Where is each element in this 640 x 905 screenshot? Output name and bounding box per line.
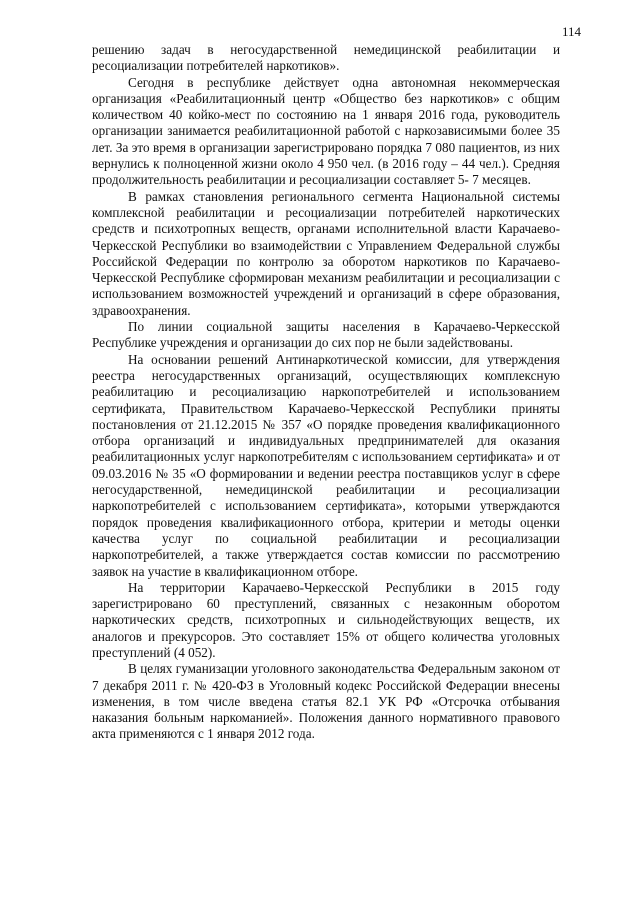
paragraph-continuation: решению задач в негосударственной немедицинской реабилитации и ресоциализации потребителей наркотиков». — [92, 42, 560, 74]
paragraph-social-protection: По линии социальной защиты населения в Карачаево-Черкесской Республике учреждения и организации до сих пор не были задействованы. — [92, 319, 560, 351]
document-body — [92, 42, 560, 743]
page-number: 114 — [562, 24, 582, 39]
paragraph-regional-segment: В рамках становления регионального сегмента Национальной системы комплексной реабилитации и ресоциализации потребителей наркотических средств и психотропных веществ, органами исполнительной власти Карачаево-Черкесской Республики во взаимодействии с Управлением Федеральной службы Российской Федерации по контролю за оборотом наркотиков по Карачаево-Черкесской Республике сформирован механизм реабилитации и ресоциализации с использованием возможностей учреждений и организаций в сфере образования, здравоохранения. — [92, 188, 560, 318]
paragraph-legislation: В целях гуманизации уголовного законодательства Федеральным законом от 7 декабря 2011 г. № 420-ФЗ в Уголовный кодекс Российской Федерации внесены изменения, в том числе введена статья 82.1 УК РФ «Отсрочка отбывания наказания больным наркоманией». Положения данного нормативного правового акта применяются с 1 января 2012 года. — [92, 661, 560, 742]
paragraph-crime-statistics: На территории Карачаево-Черкесской Республики в 2015 году зарегистрировано 60 преступлений, связанных с незаконным оборотом наркотических средств, психотропных и сильнодействующих веществ, их аналогов и прекурсоров. Это составляет 15% от общего количества уголовных преступлений (4 052). — [92, 579, 560, 660]
paragraph-resolutions: На основании решений Антинаркотической комиссии, для утверждения реестра негосударственных организаций, осуществляющих комплексную реабилитацию и ресоциализацию наркопотребителей и использованием сертификата, Правительством Карачаево-Черкесской Республики приняты постановления от 21.12.2015 № 357 «О порядке проведения квалификационного отбора организаций и индивидуальных предпринимателей для оказания реабилитационных услуг наркопотребителям с использованием сертификата» и от 09.03.2016 № 35 «О формировании и ведении реестра поставщиков услуг в сфере негосударственной, немедицинской реабилитации и ресоциализации наркопотребителей с использованием сертификата», которыми утверждаются порядок проведения квалификационного отбора, критерии и методы оценки качества услуг по социальной реабилитации и ресоциализации наркопотребителей, а также утверждается состав комиссии по рассмотрению заявок на участие в квалификационном отборе. — [92, 351, 560, 579]
paragraph-rehab-center: Сегодня в республике действует одна автономная некоммерческая организация «Реабилитационный центр «Общество без наркотиков» с общим количеством 40 койко-мест по состоянию на 1 января 2016 года, руководитель организации занимается реабилитационной работой с наркозависимыми более 35 лет. За это время в организации зарегистрировано порядка 7 080 пациентов, из них вернулись к полноценной жизни около 4 950 чел. (в 2016 году – 44 чел.). Средняя продолжительность реабилитации и ресоциализации составляет 5- 7 месяцев. — [92, 74, 560, 188]
